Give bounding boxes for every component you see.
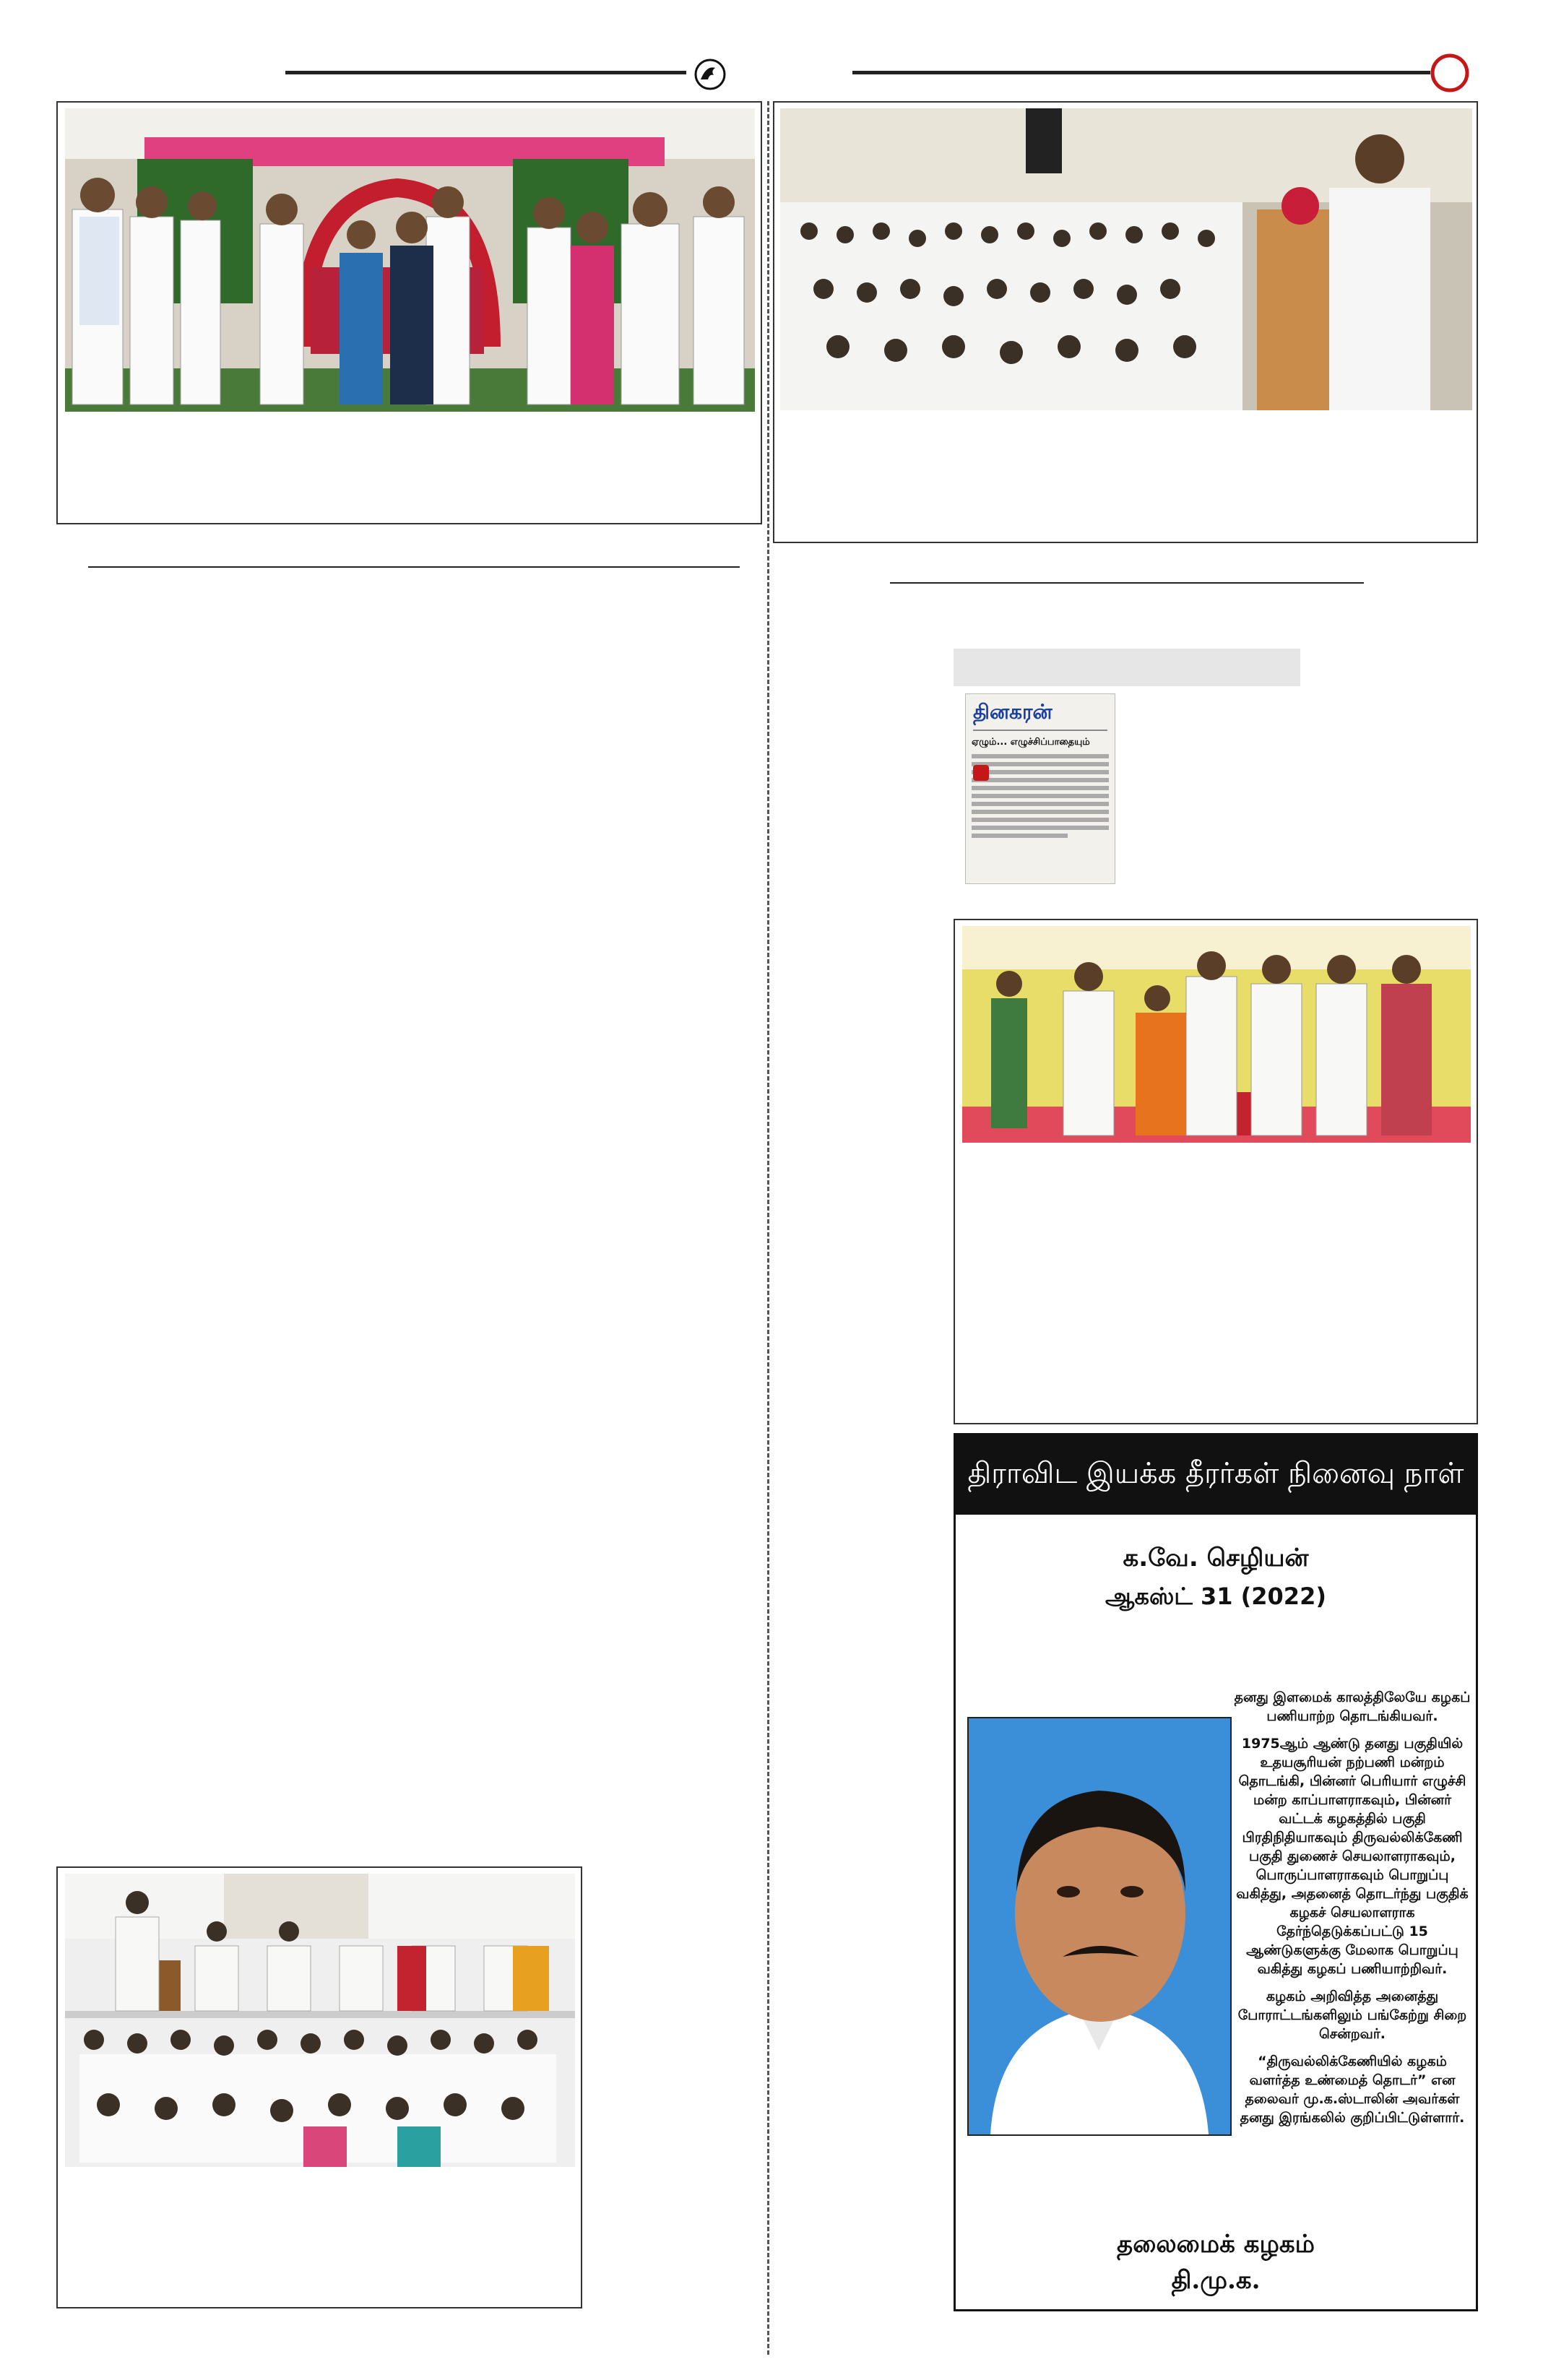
right-column-rule xyxy=(890,582,1364,584)
wedding-photo xyxy=(65,108,755,412)
clipping-headline: ஏழும்... எழுச்சிப்பாதையும் xyxy=(972,737,1090,748)
photo-box-hall xyxy=(56,1866,582,2308)
sun-emblem-icon xyxy=(693,58,727,91)
photo-box-meeting xyxy=(773,101,1478,543)
memorial-banner xyxy=(956,1435,1476,1515)
bio-paragraph-1: தனது இளமைக் காலத்திலேயே கழகப் பணியாற்ற தொடங்கியவர். xyxy=(1234,1689,1471,1724)
left-column-rule xyxy=(88,566,740,568)
header-rule-left xyxy=(285,71,686,74)
column-divider xyxy=(767,101,769,2355)
bio-paragraph-3: கழகம் அறிவித்த அனைத்து போராட்டங்களிலும் பங்கேற்று சிறை சென்றவர். xyxy=(1237,1989,1467,2042)
memorial-portrait xyxy=(967,1717,1232,2136)
bio-paragraph-4: “திருவல்லிக்கேணியில் கழகம் வளர்த்த உண்மைத் தொடர்” என தலைவர் மு.க.ஸ்டாலின் அவர்கள் தனது இரங்கலில் குறிப்பிட்டுள்ளார். xyxy=(1240,2054,1465,2126)
bio-paragraph-2: 1975ஆம் ஆண்டு தனது பகுதியில் உதயசூரியன் நற்பணி மன்றம் தொடங்கி, பின்னர் பெரியார் எழுச்சி மன்ற காப்பாளராகவும், பின்னர் வட்டக் கழகத்தில் பகுதி பிரதிநிதியாகவும் திருவல்லிக்கேணி பகுதி துணைச் செயலாளராகவும், பொருப்பாளராகவும் பொறுப்பு வகித்து, அதனைத் தொடர்ந்து பகுதிக் கழகச் செயலாளராக தேர்ந்தெடுக்கப்பட்டு 15 ஆண்டுகளுக்கு மேலாக பொறுப்பு வகித்து கழகப் பணியாற்றிவர். xyxy=(1236,1736,1469,1977)
signature-line-2: தி.மு.க. xyxy=(1171,2266,1261,2295)
clipping-label-bar xyxy=(954,649,1300,686)
signature-line-1: தலைமைக் கழகம் xyxy=(1117,2230,1315,2259)
clipping-masthead: தினகரன் xyxy=(973,700,1053,724)
public-meeting-photo xyxy=(780,108,1472,410)
red-circle-icon xyxy=(1430,53,1469,92)
ceremony-photo xyxy=(962,926,1471,1143)
memorial-box xyxy=(954,1433,1478,2311)
memorial-banner-text: திராவிட இயக்க தீரர்கள் நினைவு நாள் xyxy=(967,1456,1464,1490)
hall-meeting-photo xyxy=(65,1874,575,2167)
memorial-bio xyxy=(1233,1688,1471,2127)
newspaper-clipping xyxy=(965,693,1115,884)
memorial-name: க.வே. செழியன் xyxy=(1123,1544,1309,1572)
photo-box-wedding xyxy=(56,101,762,524)
memorial-date: ஆகஸ்ட் 31 (2022) xyxy=(1105,1583,1326,1610)
photo-box-ceremony xyxy=(954,919,1478,1424)
header-rule-right xyxy=(852,71,1430,74)
